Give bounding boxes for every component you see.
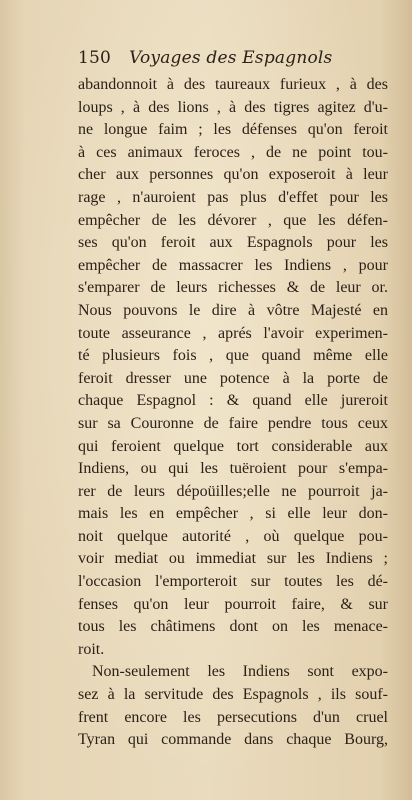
- text-line: empêcher de massacrer les Indiens , pour: [78, 256, 388, 274]
- text-line: noit quelque autorité , où quelque pou-: [78, 527, 388, 545]
- text-line: rage , n'auroient pas plus d'effet pour les: [78, 188, 388, 206]
- text-line: toute asseurance , aprés l'avoir experimen-: [78, 324, 388, 342]
- text-line: feroit dresser une potence à la porte de: [78, 369, 388, 387]
- text-line: l'occasion l'emporteroit sur toutes les dé-: [78, 573, 388, 591]
- text-line: abandonnoit à des taureaux furieux , à des: [78, 76, 388, 93]
- text-line: roit.: [78, 640, 105, 658]
- text-line: ses qu'on feroit aux Espagnols pour les: [78, 234, 388, 252]
- text-line: Tyran qui commande dans chaque Bourg,: [78, 731, 388, 749]
- text-line: s'emparer de leurs richesses & de leur or.: [78, 279, 388, 297]
- text-line: sur sa Couronne de faire pendre tous ceux: [78, 414, 388, 432]
- text-line: ne longue faim ; les défenses qu'on feroit: [78, 121, 388, 139]
- text-line: rer de leurs dépoüilles;elle ne pourroit ja-: [78, 482, 388, 500]
- page-header: [78, 48, 378, 68]
- text-line: frent encore les persecutions d'un cruel: [78, 708, 388, 726]
- text-line: chaque Espagnol : & quand elle jureroit: [78, 392, 388, 410]
- text-line: qui feroient quelque tort considerable aux: [78, 437, 388, 455]
- text-line: cher aux personnes qu'on exposeroit à leur: [78, 166, 388, 184]
- text-line: mais les en empêcher , si elle leur don-: [78, 505, 388, 523]
- text-line: voir mediat ou immediat sur les Indiens ;: [78, 550, 388, 568]
- text-line: fenses qu'on leur pourroit faire, & sur: [78, 595, 388, 613]
- text-line: sez à la servitude des Espagnols , ils souf-: [78, 686, 388, 704]
- page-number: 150: [78, 48, 112, 68]
- text-line: à ces animaux feroces , de ne point tou-: [78, 143, 388, 161]
- text-line: empêcher de les dévorer , que les défen-: [78, 211, 388, 229]
- paragraph-start-line: Non-seulement les Indiens sont expo-: [92, 663, 388, 681]
- text-line: Nous pouvons le dire à vôtre Majesté en: [78, 301, 388, 319]
- running-title: Voyages des Espagnols: [129, 48, 333, 68]
- text-line: loups , à des lions , à des tigres agitez d'u-: [78, 98, 388, 116]
- body-text: [78, 74, 388, 752]
- text-line: té plusieurs fois , que quand même elle: [78, 347, 388, 365]
- text-line: tous les châtimens dont on les menace-: [78, 618, 388, 636]
- text-line: Indiens, ou qui les tuëroient pour s'empa-: [78, 460, 388, 478]
